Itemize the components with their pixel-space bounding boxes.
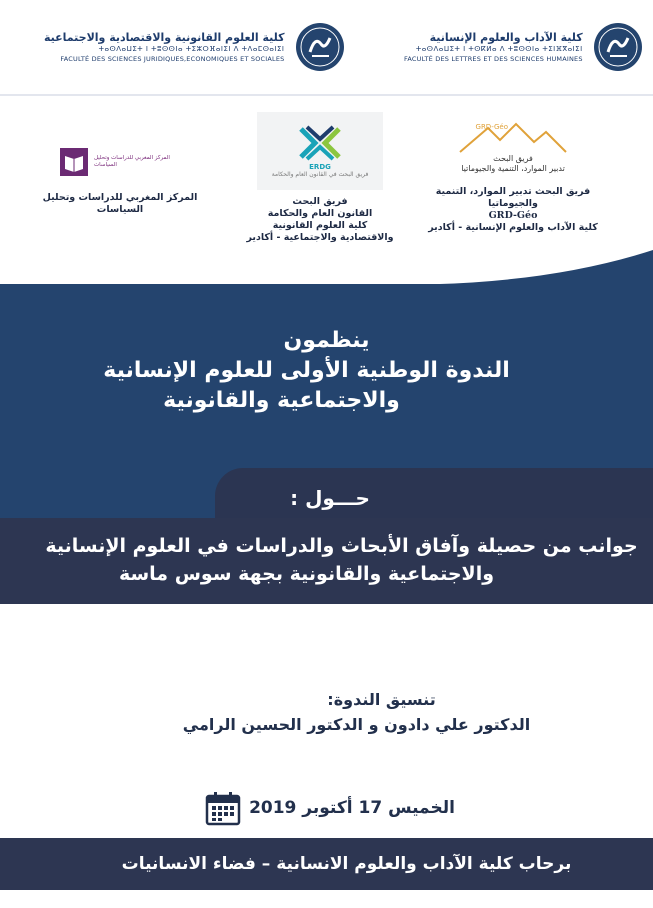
date-text: الخميس 17 أكتوبر 2019 [249,798,455,818]
erdg-logo-text: ERDG [309,162,331,171]
erdg-logo [257,112,383,190]
letters-faculty-french: FACULTÉ DES LETTRES ET DES SCIENCES HUMAINES [404,55,583,63]
calendar-icon [205,790,241,826]
grd-label-line-3: كلية الآداب والعلوم الإنسانية - أكادير [428,222,598,233]
erdg-emblem-icon [297,125,343,161]
topic-line-2: والاجتماعية والقانونية بجهة سوس ماسة [118,563,495,585]
cemap-label-line-2: السياسات [96,204,144,215]
partner-erdg [240,112,400,244]
header-divider [0,94,653,96]
erdg-label-line-1: فريق البحث [292,196,348,207]
grd-logo-tag: GRD-Géo [475,123,508,131]
cemap-book-icon [60,148,88,176]
organize-line-1: ينظمون [283,328,370,353]
law-faculty-tifinagh: ⵜⴰⵙⴷⴰⵡⵉⵜ ⵏ ⵜⵓⵙⵙⵏⴰ ⵜⵉⵣⵔⴼⴰⵏⵉⵏ ⴷ ⵜⴷⴰⵎⵙⴰⵏⵉⵏ [98,45,285,53]
erdg-label-line-3: كلية العلوم القانونية [272,220,368,231]
letters-faculty-block [404,22,643,72]
grd-logo-line-1: فريق البحث [493,154,533,163]
letters-faculty-arabic: كلية الآداب والعلوم الإنسانية [429,31,583,44]
grd-geo-logo [418,120,608,178]
law-faculty-arabic: كلية العلوم القانونية والاقتصادية والاجتماعية [44,31,285,44]
cemap-logo-caption: المركز المغربي للدراسات وتحليل السياسات [94,155,170,168]
venue-footer [0,838,653,890]
header-bar [0,0,653,96]
partner-cemap [40,140,200,216]
mountain-icon [458,120,568,154]
grd-logo-line-2: تدبير الموارد، التنمية والجيوماتيا [461,164,565,173]
erdg-label-line-4: والاقتصادية والاجتماعية - أكادير [246,232,394,243]
about-label: حـــول : [290,486,370,510]
topic-text [0,532,653,588]
university-logo-left [295,22,345,72]
law-faculty-french: FACULTÉ DES SCIENCES JURIDIQUES,ECONOMIQUES ET SOCIALES [60,55,285,63]
venue-text: برحاب كلية الآداب والعلوم الانسانية – فضاء الانسانيات [121,854,572,874]
cemap-label-line-1: المركز المغربي للدراسات وتحليل [42,192,198,203]
event-date [200,788,460,828]
organize-line-3: والاجتماعية والقانونية [163,388,400,413]
organize-heading [0,326,653,416]
coordination-title: تنسيق الندوة: [327,690,436,709]
erdg-label-line-2: القانون العام والحكامة [267,208,373,219]
erdg-logo-subtitle: فريق البحث في القانون العام والحكامة [271,170,369,178]
coordination-section [0,690,653,734]
topic-line-1: جوانب من حصيلة وآفاق الأبحاث والدراسات في العلوم الإنسانية [45,535,638,557]
letters-faculty-tifinagh: ⵜⴰⵙⴷⴰⵡⵉⵜ ⵏ ⵜⵙⴽⵍⴰ ⴷ ⵜⵓⵙⵙⵏⴰ ⵜⵉⵏⴼⴳⴰⵏⵉⵏ [415,45,583,53]
university-logo-right [593,22,643,72]
law-faculty-block [44,22,345,72]
organize-line-2: الندوة الوطنية الأولى للعلوم الإنسانية [103,358,510,383]
partner-grd-geo [418,120,608,234]
coordination-names: الدكتور علي دادون و الدكتور الحسين الرامي [182,715,531,734]
grd-label-line-1: فريق البحث تدبير الموارد، التنمية والجيوماتيا [435,186,591,209]
grd-label-code: GRD-Géo [488,210,538,221]
cemap-logo [40,140,200,184]
